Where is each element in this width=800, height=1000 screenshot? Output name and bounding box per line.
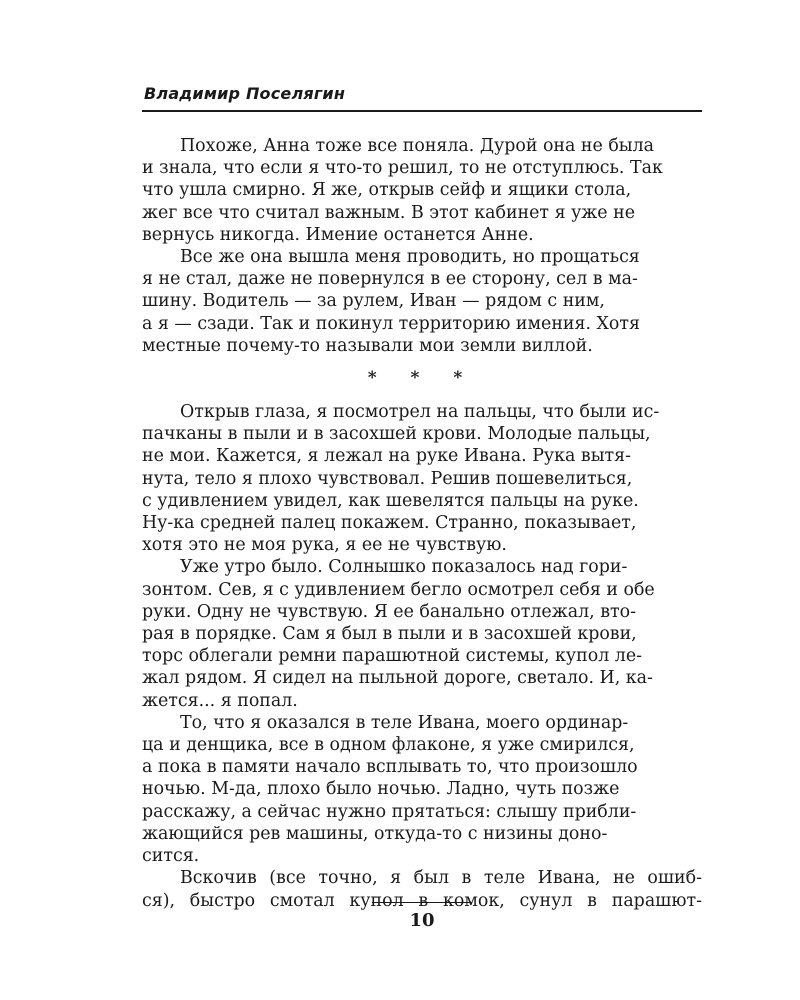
text-line: нута, тело я плохо чувствовал. Решив пошевелиться,: [142, 468, 633, 489]
body-text: [142, 135, 702, 912]
text-line: что ушла смирно. Я же, открыв сейф и ящики стола,: [142, 180, 632, 201]
text-line: я не стал, даже не повернулся в ее сторону, сел в ма-: [142, 269, 638, 290]
text-line: жающийся рев машины, откуда-то с низины доно-: [142, 823, 608, 844]
text-line: ся), быстро смотал купол в комок, сунул в парашют-: [142, 890, 702, 911]
paragraph: [142, 401, 702, 556]
text-line: и знала, что если я что-то решил, то не отступлюсь. Так: [142, 158, 663, 179]
text-line: Все же она вышла меня проводить, но прощаться: [180, 247, 640, 268]
paragraph: [142, 867, 702, 911]
text-line: ночью. М-да, плохо было ночью. Ладно, чуть позже: [142, 779, 620, 800]
footer-rule: [372, 902, 472, 903]
section-break: * * *: [367, 368, 477, 389]
text-line: Открыв глаза, я посмотрел на пальцы, что были ис-: [180, 402, 660, 423]
text-line: не мои. Кажется, я лежал на руке Ивана. Рука вытя-: [142, 446, 632, 467]
text-line: Ну-ка средней палец покажем. Странно, показывает,: [142, 513, 637, 534]
text-line: сится.: [142, 846, 200, 867]
text-line: рая в порядке. Сам я был в пыли и в засохшей крови,: [142, 624, 637, 645]
text-line: Похоже, Анна тоже все поняла. Дурой она не была: [180, 136, 655, 156]
text-line: жег все что считал важным. В этот кабинет я уже не: [142, 202, 636, 223]
running-head: Владимир Поселягин: [144, 84, 346, 103]
text-line: жется... я попал.: [142, 690, 298, 711]
text-line: а я — сзади. Так и покинул территорию имения. Хотя: [142, 313, 640, 334]
paragraph: [142, 556, 702, 711]
paragraph: [142, 135, 702, 246]
text-line: шину. Водитель — за рулем, Иван — рядом с ним,: [142, 291, 605, 312]
text-line: жал рядом. Я сидел на пыльной дороге, светало. И, ка-: [142, 668, 653, 689]
paragraph: [142, 246, 702, 357]
text-line: хотя это не моя рука, я ее не чувствую.: [142, 535, 507, 556]
text-line: местные почему-то называли мои земли виллой.: [142, 335, 593, 356]
text-line: Уже утро было. Солнышко показалось над гори-: [180, 557, 628, 578]
text-line: с удивлением увидел, как шевелятся пальцы на руке.: [142, 490, 639, 511]
text-line: а пока в памяти начало всплывать то, что произошло: [142, 757, 638, 778]
text-line: вернусь никогда. Имение останется Анне.: [142, 224, 534, 245]
text-line: пачканы в пыли и в засохшей крови. Молодые пальцы,: [142, 424, 651, 445]
text-line: зонтом. Сев, я с удивлением бегло осмотрел себя и обе: [142, 579, 655, 600]
text-line: торс облегали ремни парашютной системы, купол ле-: [142, 646, 643, 667]
text-line: Вскочив (все точно, я был в теле Ивана, не ошиб-: [180, 868, 702, 889]
text-line: руки. Одну не чувствую. Я ее банально отлежал, вто-: [142, 601, 636, 622]
paragraph: [142, 712, 702, 867]
text-line: расскажу, а сейчас нужно прятаться: слышу прибли-: [142, 801, 637, 822]
header-rule: [142, 110, 702, 112]
page-number: 10: [409, 910, 435, 931]
text-line: То, что я оказался в теле Ивана, моего ординар-: [180, 712, 629, 733]
text-line: ца и денщика, все в одном флаконе, я уже смирился,: [142, 735, 635, 756]
